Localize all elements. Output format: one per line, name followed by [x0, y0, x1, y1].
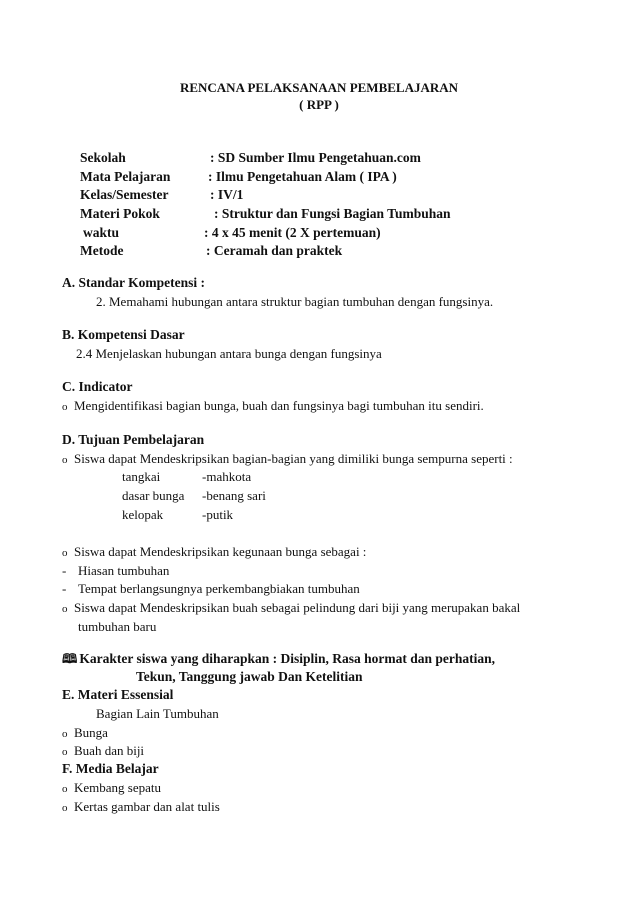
section-e-subheading: Bagian Lain Tumbuhan — [96, 706, 219, 721]
section-f-item-2-text: Kertas gambar dan alat tulis — [74, 799, 220, 814]
identity-value: : Ilmu Pengetahuan Alam ( IPA ) — [208, 169, 397, 184]
book-icon: 🕮 — [62, 651, 78, 666]
bullet-icon: o — [62, 401, 68, 413]
flower-part-cell: tangkai — [122, 469, 161, 484]
bullet-icon: o — [62, 746, 68, 758]
section-d-dash-2 — [62, 581, 360, 597]
identity-value: : Struktur dan Fungsi Bagian Tumbuhan — [214, 206, 451, 221]
character-goals-line-2: Tekun, Tanggung jawab Dan Ketelitian — [136, 669, 363, 684]
bullet-icon: o — [62, 783, 68, 795]
section-f-heading: F. Media Belajar — [62, 761, 159, 776]
section-c-heading: C. Indicator — [62, 379, 133, 394]
section-d-heading: D. Tujuan Pembelajaran — [62, 432, 205, 447]
section-d-item-3 — [62, 600, 520, 616]
identity-label: Metode — [80, 243, 124, 258]
document-title: RENCANA PELAKSANAAN PEMBELAJARAN — [179, 80, 459, 95]
section-b-heading: B. Kompetensi Dasar — [62, 327, 185, 342]
section-c-text: Mengidentifikasi bagian bunga, buah dan fungsinya bagi tumbuhan itu sendiri. — [74, 398, 484, 413]
section-d-item-1-text: Siswa dapat Mendeskripsikan bagian-bagian yang dimiliki bunga sempurna seperti : — [74, 451, 513, 466]
section-b-text: 2.4 Menjelaskan hubungan antara bunga dengan fungsinya — [76, 346, 382, 361]
section-d-item-2-text: Siswa dapat Mendeskripsikan kegunaan bunga sebagai : — [74, 544, 367, 559]
section-d-dash-1 — [62, 563, 169, 579]
section-e-heading: E. Materi Essensial — [62, 687, 174, 702]
identity-label: Kelas/Semester — [80, 187, 169, 202]
section-f-item-1-text: Kembang sepatu — [74, 780, 162, 795]
flower-part-cell: -mahkota — [202, 469, 252, 484]
section-d-dash-1-text: Hiasan tumbuhan — [78, 563, 170, 578]
section-f-item-1 — [62, 780, 161, 796]
section-f-item-2 — [62, 799, 220, 815]
flower-part-cell: dasar bunga — [122, 488, 185, 503]
dash-icon: - — [62, 563, 67, 578]
section-d-dash-2-text: Tempat berlangsungnya perkembangbiakan tumbuhan — [78, 581, 360, 596]
identity-value: : Ceramah dan praktek — [206, 243, 343, 258]
identity-label: Mata Pelajaran — [80, 169, 171, 184]
flower-part-cell: -benang sari — [202, 488, 266, 503]
bullet-icon: o — [62, 802, 68, 814]
bullet-icon: o — [62, 728, 68, 740]
section-a-text: 2. Memahami hubungan antara struktur bagian tumbuhan dengan fungsinya. — [96, 294, 494, 309]
section-e-item-2 — [62, 743, 144, 759]
bullet-icon: o — [62, 547, 68, 559]
flower-part-cell: kelopak — [122, 507, 164, 522]
section-e-item-1 — [62, 725, 108, 741]
flower-part-cell: -putik — [202, 507, 234, 522]
identity-value: : SD Sumber Ilmu Pengetahuan.com — [210, 150, 421, 165]
section-d-item-3-text: Siswa dapat Mendeskripsikan buah sebagai pelindung dari biji yang merupakan bakal — [74, 600, 521, 615]
identity-label: Materi Pokok — [80, 206, 160, 221]
bullet-icon: o — [62, 454, 68, 466]
section-d-item-1 — [62, 451, 513, 467]
section-d-item-3-continued: tumbuhan baru — [78, 619, 157, 634]
character-goals-text: Karakter siswa yang diharapkan : Disiplin, Rasa hormat dan perhatian, — [79, 651, 496, 666]
section-c-item — [62, 398, 484, 414]
bullet-icon: o — [62, 603, 68, 615]
section-e-item-1-text: Bunga — [74, 725, 108, 740]
section-a-heading: A. Standar Kompetensi : — [62, 275, 206, 290]
identity-value: : 4 x 45 menit (2 X pertemuan) — [204, 225, 381, 240]
identity-value: : IV/1 — [210, 187, 244, 202]
document-subtitle: ( RPP ) — [299, 97, 339, 112]
section-d-item-2 — [62, 544, 366, 560]
dash-icon: - — [62, 581, 67, 596]
identity-label: Sekolah — [80, 150, 126, 165]
identity-label: waktu — [83, 225, 120, 240]
section-e-item-2-text: Buah dan biji — [74, 743, 145, 758]
